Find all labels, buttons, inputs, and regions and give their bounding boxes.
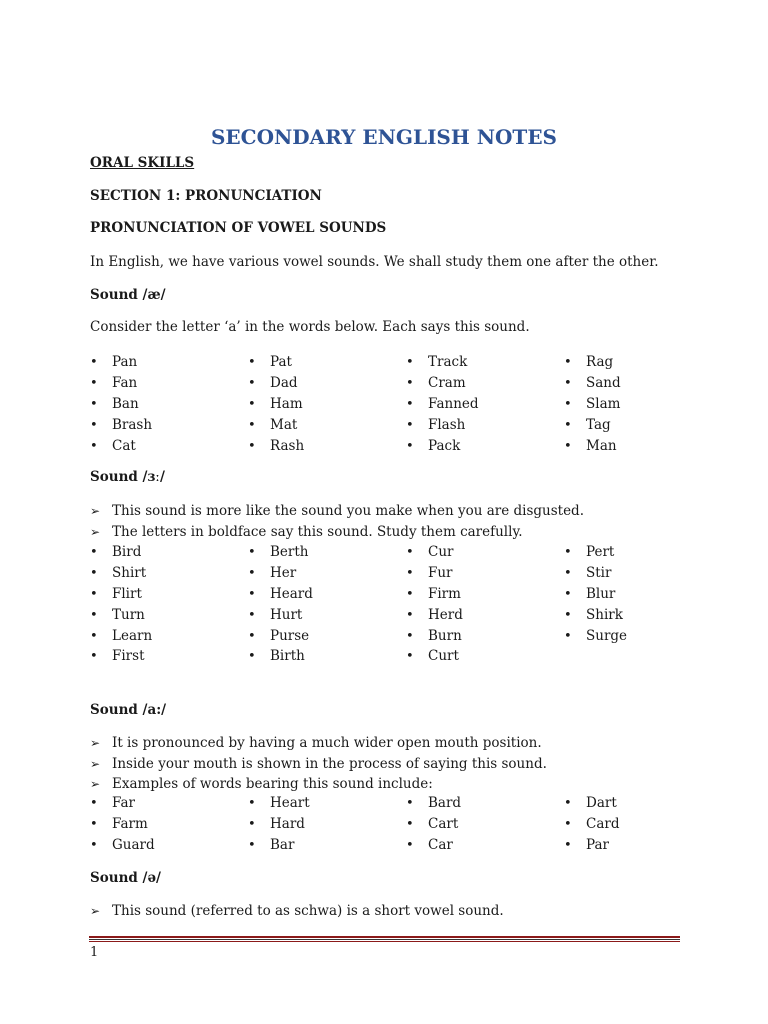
- word-row: [90, 395, 690, 419]
- word-list-item: [248, 416, 298, 433]
- word-list-item: [248, 627, 310, 644]
- vowel-sounds-heading: PRONUNCIATION OF VOWEL SOUNDS: [90, 220, 387, 236]
- arrow-point: [90, 778, 547, 799]
- bullet-icon: •: [248, 396, 256, 412]
- bullet-icon: •: [248, 355, 256, 370]
- bullet-icon: •: [90, 438, 98, 454]
- word-text: Pert: [586, 544, 615, 560]
- footer-rule: [89, 936, 680, 938]
- word-text: Farm: [112, 815, 148, 832]
- word-list-item: [406, 836, 453, 853]
- point-text: This sound is more like the sound you make when you are disgusted.: [112, 503, 584, 519]
- word-text: Shirk: [586, 606, 623, 623]
- word-list-item: [406, 374, 466, 391]
- point-text: Examples of words bearing this sound include:: [112, 776, 433, 792]
- bullet-icon: •: [90, 607, 98, 623]
- word-list-item: [90, 546, 141, 560]
- word-row: [90, 356, 690, 377]
- sound-ae-note: Consider the letter ‘a’ in the words below. Each says this sound.: [90, 319, 530, 335]
- word-list-item: [90, 815, 148, 832]
- arrow-point: [90, 737, 547, 758]
- bullet-icon: •: [564, 565, 572, 581]
- arrow-point: [90, 905, 504, 926]
- word-text: First: [112, 648, 145, 665]
- bullet-icon: •: [90, 565, 98, 581]
- footer-rule: [89, 941, 680, 942]
- oral-skills-heading: ORAL SKILLS: [90, 155, 195, 171]
- bullet-icon: •: [406, 607, 414, 623]
- bullet-icon: •: [90, 649, 98, 665]
- word-list-item: [90, 585, 142, 602]
- bullet-icon: •: [406, 417, 414, 433]
- bullet-icon: •: [406, 438, 414, 454]
- word-text: Burn: [428, 627, 462, 644]
- bullet-icon: •: [248, 375, 256, 391]
- bullet-icon: •: [406, 816, 414, 832]
- page-number: 1: [90, 945, 99, 960]
- bullet-icon: •: [406, 565, 414, 581]
- footer-rule: [89, 939, 680, 940]
- word-list-item: [248, 650, 305, 664]
- word-text: Brash: [112, 416, 153, 433]
- bullet-icon: •: [564, 796, 572, 811]
- word-list-item: [564, 797, 617, 811]
- word-text: Bard: [428, 795, 462, 811]
- word-list-item: [564, 395, 621, 412]
- word-list-item: [564, 606, 623, 623]
- word-text: Shirt: [112, 564, 147, 581]
- word-list-item: [564, 374, 621, 391]
- word-list-item: [564, 815, 620, 832]
- word-list-item: [406, 650, 459, 664]
- word-text: Cart: [428, 815, 459, 832]
- bullet-icon: •: [248, 649, 256, 665]
- word-text: Cram: [428, 374, 466, 391]
- word-list-item: [406, 437, 461, 454]
- bullet-icon: •: [90, 816, 98, 832]
- point-text: This sound (referred to as schwa) is a short vowel sound.: [112, 903, 504, 919]
- word-text: Far: [112, 795, 135, 811]
- bullet-icon: •: [564, 837, 572, 853]
- word-list-item: [90, 437, 136, 454]
- bullet-icon: •: [564, 417, 572, 433]
- word-text: Slam: [586, 395, 621, 412]
- word-text: Hard: [270, 815, 305, 832]
- word-text: Purse: [270, 627, 310, 644]
- bullet-icon: •: [248, 586, 256, 602]
- word-text: Dad: [270, 374, 298, 391]
- word-list-item: [406, 606, 463, 623]
- word-text: Track: [428, 354, 468, 370]
- word-text: Surge: [586, 627, 628, 644]
- word-list-item: [564, 836, 609, 853]
- word-row: [90, 797, 690, 818]
- word-list-item: [248, 585, 313, 602]
- arrow-bullet-icon: ➢: [90, 524, 101, 539]
- word-list-item: [248, 606, 303, 623]
- word-row: [90, 815, 690, 839]
- word-text: Ban: [112, 395, 139, 412]
- bullet-icon: •: [248, 816, 256, 832]
- word-text: Fanned: [428, 395, 479, 412]
- bullet-icon: •: [90, 796, 98, 811]
- word-row: [90, 437, 690, 461]
- word-text: Ham: [270, 395, 303, 412]
- bullet-icon: •: [564, 816, 572, 832]
- bullet-icon: •: [564, 375, 572, 391]
- word-text: Cat: [112, 437, 136, 454]
- word-list-item: [248, 564, 297, 581]
- word-text: Learn: [112, 627, 153, 644]
- bullet-icon: •: [564, 545, 572, 560]
- word-text: Card: [586, 815, 620, 832]
- word-row: [90, 650, 690, 671]
- bullet-icon: •: [248, 796, 256, 811]
- word-text: Bar: [270, 836, 295, 853]
- arrow-bullet-icon: ➢: [90, 756, 101, 771]
- word-text: Rag: [586, 354, 614, 370]
- arrow-bullet-icon: ➢: [90, 504, 101, 518]
- word-list-item: [564, 585, 616, 602]
- word-list-item: [406, 585, 461, 602]
- sound-er-heading: Sound /ɜː/: [90, 469, 165, 485]
- word-text: Cur: [428, 544, 454, 560]
- word-list-item: [406, 395, 479, 412]
- word-list-item: [406, 797, 461, 811]
- bullet-icon: •: [564, 396, 572, 412]
- bullet-icon: •: [90, 628, 98, 644]
- word-text: Flash: [428, 416, 466, 433]
- word-list-item: [90, 356, 137, 370]
- bullet-icon: •: [248, 607, 256, 623]
- word-row: [90, 627, 690, 651]
- arrow-point: [90, 755, 547, 779]
- word-text: Dart: [586, 795, 617, 811]
- bullet-icon: •: [564, 607, 572, 623]
- sound-aa-heading: Sound /a:/: [90, 702, 167, 718]
- word-list-item: [248, 356, 292, 370]
- word-text: Mat: [270, 416, 298, 433]
- word-list-item: [90, 650, 145, 664]
- word-text: Firm: [428, 585, 461, 602]
- bullet-icon: •: [248, 628, 256, 644]
- word-list-item: [406, 416, 466, 433]
- bullet-icon: •: [248, 837, 256, 853]
- word-list-item: [248, 546, 308, 560]
- word-list-item: [564, 546, 614, 560]
- bullet-icon: •: [90, 586, 98, 602]
- word-text: Pat: [270, 354, 292, 370]
- bullet-icon: •: [406, 355, 414, 370]
- word-row: [90, 606, 690, 630]
- word-row: [90, 374, 690, 398]
- word-list-item: [248, 395, 303, 412]
- sound-er-points: [90, 505, 584, 546]
- bullet-icon: •: [406, 545, 414, 560]
- word-row: [90, 546, 690, 567]
- section-heading: SECTION 1: PRONUNCIATION: [90, 188, 322, 204]
- bullet-icon: •: [564, 628, 572, 644]
- word-text: Pan: [112, 354, 138, 370]
- word-list-item: [248, 815, 305, 832]
- arrow-point: [90, 523, 584, 547]
- bullet-icon: •: [406, 628, 414, 644]
- arrow-bullet-icon: ➢: [90, 904, 101, 918]
- word-text: Hurt: [270, 606, 303, 623]
- sound-ae-heading: Sound /æ/: [90, 287, 166, 303]
- bullet-icon: •: [406, 837, 414, 853]
- arrow-bullet-icon: ➢: [90, 736, 101, 750]
- bullet-icon: •: [90, 837, 98, 853]
- word-list-item: [406, 564, 453, 581]
- word-text: Blur: [586, 585, 616, 602]
- bullet-icon: •: [248, 545, 256, 560]
- bullet-icon: •: [406, 796, 414, 811]
- word-list-item: [564, 416, 611, 433]
- word-text: Her: [270, 564, 297, 581]
- word-text: Stir: [586, 564, 612, 581]
- bullet-icon: •: [564, 586, 572, 602]
- word-list-item: [90, 836, 155, 853]
- word-text: Curt: [428, 648, 459, 665]
- word-list-item: [564, 564, 612, 581]
- bullet-icon: •: [248, 417, 256, 433]
- point-text: It is pronounced by having a much wider open mouth position.: [112, 735, 542, 751]
- word-list-item: [90, 374, 138, 391]
- word-list-item: [406, 356, 467, 370]
- word-list-item: [248, 836, 295, 853]
- word-list-item: [564, 627, 628, 644]
- word-list-item: [90, 606, 145, 623]
- word-list-item: [406, 815, 459, 832]
- word-text: Fan: [112, 374, 138, 391]
- bullet-icon: •: [406, 586, 414, 602]
- bullet-icon: •: [406, 649, 414, 665]
- bullet-icon: •: [406, 375, 414, 391]
- sound-aa-word-grid: [90, 797, 690, 860]
- word-list-item: [90, 627, 153, 644]
- word-row: [90, 564, 690, 588]
- bullet-icon: •: [90, 375, 98, 391]
- sound-schwa-points: [90, 905, 504, 926]
- word-text: Heard: [270, 585, 313, 602]
- sound-er-word-grid: [90, 546, 690, 671]
- word-text: Herd: [428, 606, 463, 623]
- word-list-item: [248, 437, 305, 454]
- word-list-item: [90, 797, 135, 811]
- sound-schwa-heading: Sound /ə/: [90, 870, 161, 886]
- word-list-item: [248, 797, 310, 811]
- word-text: Par: [586, 836, 609, 853]
- word-text: Tag: [586, 416, 611, 433]
- word-list-item: [248, 374, 298, 391]
- bullet-icon: •: [248, 438, 256, 454]
- bullet-icon: •: [564, 438, 572, 454]
- word-text: Fur: [428, 564, 453, 581]
- arrow-bullet-icon: ➢: [90, 777, 101, 791]
- word-text: Sand: [586, 374, 621, 391]
- bullet-icon: •: [248, 565, 256, 581]
- word-list-item: [90, 416, 153, 433]
- word-text: Turn: [112, 606, 145, 623]
- word-text: Man: [586, 437, 617, 454]
- bullet-icon: •: [90, 417, 98, 433]
- word-text: Birth: [270, 648, 305, 665]
- word-list-item: [564, 356, 613, 370]
- word-row: [90, 416, 690, 440]
- word-list-item: [90, 564, 147, 581]
- bullet-icon: •: [90, 355, 98, 370]
- word-text: Berth: [270, 544, 309, 560]
- word-list-item: [564, 437, 617, 454]
- sound-aa-points: [90, 737, 547, 799]
- bullet-icon: •: [564, 355, 572, 370]
- word-text: Bird: [112, 544, 142, 560]
- sound-ae-word-grid: [90, 356, 690, 460]
- intro-paragraph: In English, we have various vowel sounds. We shall study them one after the other.: [90, 254, 659, 270]
- word-text: Heart: [270, 795, 310, 811]
- bullet-icon: •: [90, 396, 98, 412]
- arrow-point: [90, 505, 584, 526]
- point-text: The letters in boldface say this sound. Study them carefully.: [112, 523, 523, 540]
- word-row: [90, 585, 690, 609]
- word-list-item: [406, 627, 462, 644]
- word-text: Car: [428, 836, 453, 853]
- word-list-item: [406, 546, 453, 560]
- word-text: Rash: [270, 437, 305, 454]
- word-text: Guard: [112, 836, 155, 853]
- word-text: Pack: [428, 437, 461, 454]
- word-row: [90, 836, 690, 860]
- point-text: Inside your mouth is shown in the process of saying this sound.: [112, 755, 547, 772]
- bullet-icon: •: [406, 396, 414, 412]
- word-text: Flirt: [112, 585, 142, 602]
- word-list-item: [90, 395, 139, 412]
- bullet-icon: •: [90, 545, 98, 560]
- document-title: SECONDARY ENGLISH NOTES: [210, 125, 557, 149]
